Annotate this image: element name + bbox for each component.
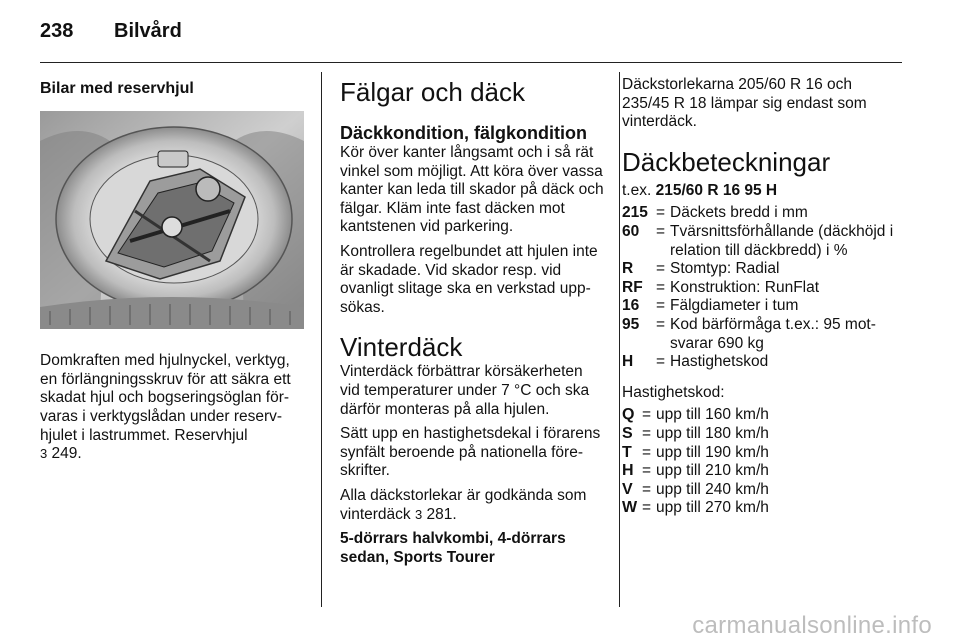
page-ref: 249. [51, 445, 82, 463]
equals-sign: = [642, 462, 652, 480]
designation-item-description: Kod bärförmåga t.ex.: 95 motsvarar 690 kg [670, 315, 876, 352]
column-divider-2 [619, 72, 620, 607]
speed-code-item [622, 499, 902, 518]
equals-sign: = [642, 499, 652, 517]
designation-item-code: H [622, 353, 634, 371]
designation-item-description: Konstruktion: RunFlat [670, 278, 820, 296]
designation-item [622, 316, 902, 353]
designation-item [622, 223, 902, 260]
speed-code-item-code: S [622, 424, 633, 442]
equals-sign: = [656, 204, 666, 222]
section-heading-tyre-designations: Däckbeteckningar [622, 146, 831, 177]
speed-code-item-code: Q [622, 406, 635, 424]
speed-code-item [622, 425, 902, 444]
example-line [622, 182, 902, 201]
speed-code-item-description: upp till 190 km/h [656, 443, 769, 461]
equals-sign: = [656, 297, 666, 315]
col1-caption [40, 352, 304, 464]
designation-item [622, 353, 902, 372]
equals-sign: = [656, 315, 666, 333]
speed-code-item-description: upp till 210 km/h [656, 462, 769, 480]
col1-heading: Bilar med reservhjul [40, 80, 194, 97]
designation-item-description: Tvärsnittsförhållande (däckhöjd i relation till däckbredd) i % [670, 222, 894, 259]
paragraph: Vinterdäck förbättrar körsäkerheten vid temperaturer under 7 °C och ska därför monteras på alla hjulen. [340, 363, 590, 418]
page-ref-icon: 3 [414, 506, 423, 522]
column-3 [622, 76, 902, 518]
speed-code-item-code: V [622, 480, 633, 498]
designation-item-description: Stomtyp: Radial [670, 260, 780, 278]
example-value: 215/60 R 16 95 H [655, 181, 778, 199]
designation-item [622, 279, 902, 298]
page-ref: 281. [426, 505, 457, 523]
designation-list [622, 204, 902, 371]
speed-code-item [622, 406, 902, 425]
example-prefix: t.ex. [622, 181, 652, 199]
designation-item-description: Fälgdiameter i tum [670, 297, 799, 315]
paragraph: Sätt upp en hastighetsdekal i förarens synfält beroende på nationella föreskrifter. [340, 425, 601, 480]
column-divider-1 [321, 72, 322, 607]
designation-item-description: Däckets bredd i mm [670, 204, 808, 222]
designation-item-code: 95 [622, 315, 640, 333]
header-rule [40, 62, 902, 63]
paragraph: Kontrollera regelbundet att hjulen inte är skadade. Vid skador resp. vid ovanligt slitage ska en verkstad uppsökas. [340, 242, 598, 316]
designation-item-code: R [622, 260, 634, 278]
column-1 [40, 76, 304, 464]
speed-code-item [622, 444, 902, 463]
speed-code-item [622, 462, 902, 481]
section-title: Bilvård [114, 20, 182, 42]
speed-code-item-description: upp till 160 km/h [656, 406, 769, 424]
equals-sign: = [656, 278, 666, 296]
designation-item-code: RF [622, 278, 643, 296]
speed-code-item-description: upp till 270 km/h [656, 499, 769, 517]
equals-sign: = [656, 260, 666, 278]
spare-wheel-illustration [40, 111, 304, 329]
watermark: carmanualsonline.info [692, 612, 932, 639]
equals-sign: = [642, 443, 652, 461]
section-heading-winter-tyres: Vinterdäck [340, 332, 463, 363]
speed-code-item [622, 481, 902, 500]
speed-code-label: Hastighetskod: [622, 383, 725, 401]
section-heading-rims-tyres: Fälgar och däck [340, 77, 525, 107]
designation-item [622, 260, 902, 279]
speed-code-item-code: W [622, 499, 638, 517]
speed-code-item-description: upp till 240 km/h [656, 480, 769, 498]
page-ref-icon: 3 [40, 446, 48, 462]
designation-item-code: 215 [622, 204, 648, 222]
equals-sign: = [656, 222, 666, 240]
equals-sign: = [656, 353, 666, 371]
speed-code-item-code: H [622, 462, 634, 480]
equals-sign: = [642, 424, 652, 442]
column-2 [340, 76, 604, 567]
speed-code-item-code: T [622, 443, 632, 461]
page-number: 238 [40, 20, 74, 42]
designation-item [622, 204, 902, 223]
equals-sign: = [642, 406, 652, 424]
designation-item-code: 60 [622, 222, 640, 240]
body-type-heading: 5-dörrars halvkombi, 4-dörrars sedan, Sports Tourer [340, 530, 566, 566]
speed-code-list [622, 406, 902, 518]
equals-sign: = [642, 480, 652, 498]
designation-item-description: Hastighetskod [670, 353, 769, 371]
caption-text: Domkraften med hjulnyckel, verktyg, en förlängningsskruv för att säkra ett skadat hjul och bogseringsöglan förvaras i verktygslådan under reservhjulet i lastrummet. Reservhjul [40, 352, 291, 444]
paragraph-text: Alla däckstorlekar är godkända som vinterdäck [340, 486, 587, 523]
speed-code-item-description: upp till 180 km/h [656, 424, 769, 442]
paragraph: Kör över kanter långsamt och i så rät vinkel som möjligt. Att köra över vassa kanter kan leda till skador på däck och fälgar. Kläm inte fast däcken mot kantstenen vid parkering. [340, 144, 604, 236]
paragraph [340, 487, 604, 524]
designation-item-code: 16 [622, 297, 640, 315]
designation-item [622, 297, 902, 316]
subheading-tyre-condition: Däckkondition, fälgkondition [340, 123, 587, 143]
paragraph: Däckstorlekarna 205/60 R 16 och 235/45 R 18 lämpar sig endast som vinterdäck. [622, 76, 867, 131]
